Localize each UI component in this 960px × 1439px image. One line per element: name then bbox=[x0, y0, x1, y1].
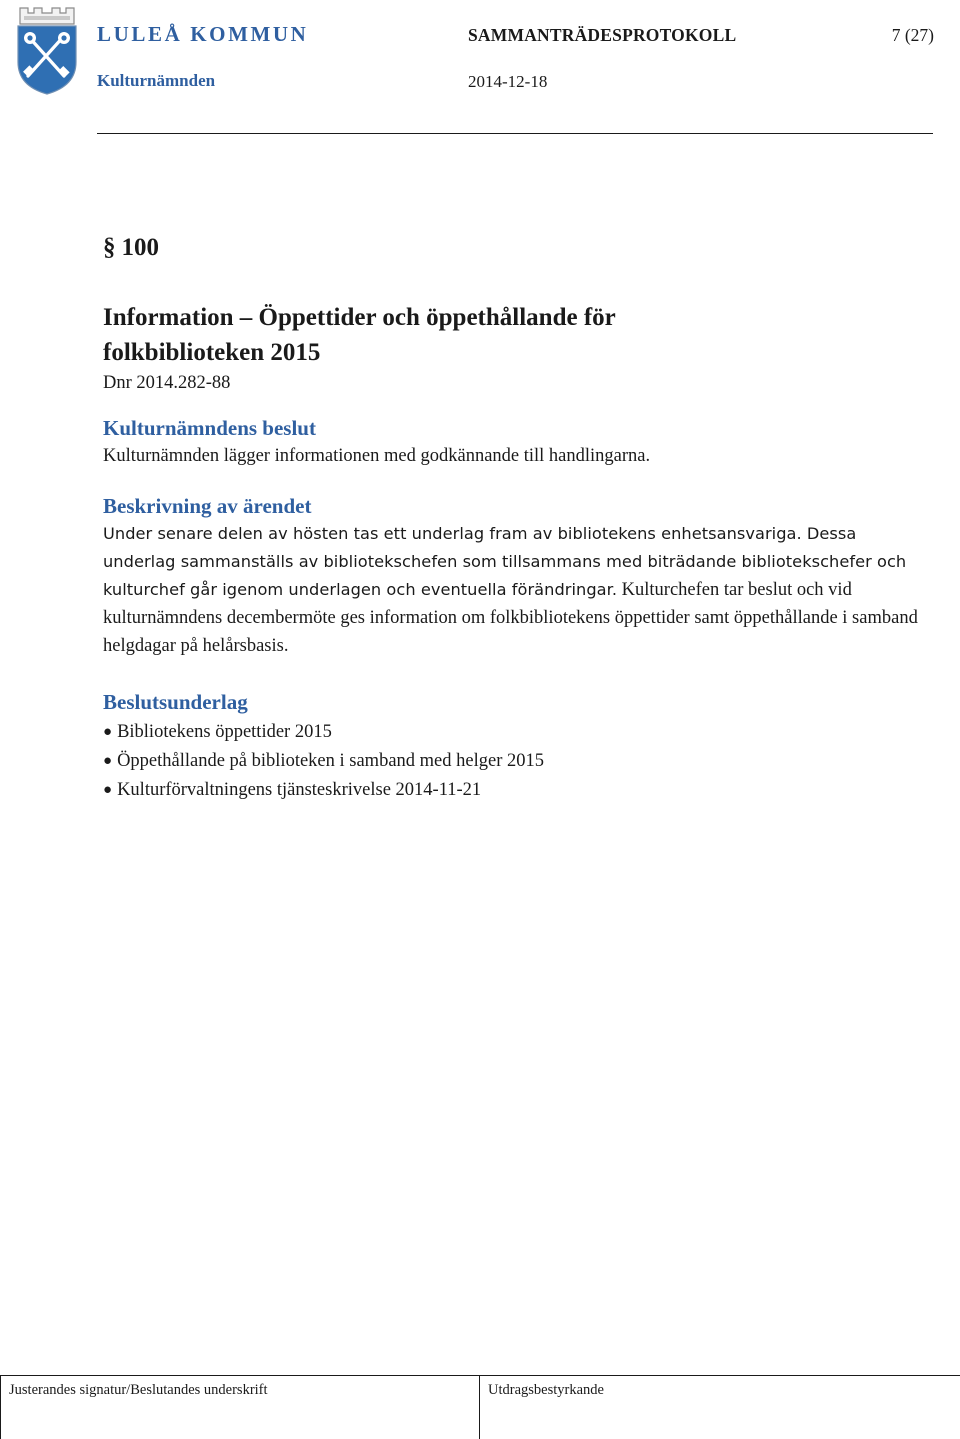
document-body bbox=[103, 230, 923, 805]
bullet-icon: ● bbox=[103, 724, 113, 740]
footer-left-border bbox=[0, 1375, 4, 1439]
bullet-icon: ● bbox=[103, 753, 113, 769]
decision-basis-heading: Beslutsunderlag bbox=[103, 690, 248, 714]
decision-text: Kulturnämnden lägger informationen med godkännande till handlingarna. bbox=[103, 446, 651, 466]
registration-number: Dnr 2014.282-88 bbox=[103, 373, 231, 393]
section-symbol: § bbox=[103, 234, 116, 261]
page-header bbox=[0, 0, 960, 140]
bullet-icon: ● bbox=[103, 782, 113, 798]
list-item: ● Öppethållande på biblioteken i samband med helger 2015 bbox=[103, 747, 923, 776]
lulea-coat-of-arms-icon bbox=[14, 4, 80, 96]
organization-name: LULEÅ KOMMUN bbox=[97, 22, 309, 46]
page-number: 7 (27) bbox=[891, 25, 934, 45]
paragraph-number-value: 100 bbox=[121, 234, 159, 261]
document-title: Information – Öppettider och öppethållande för folkbiblioteken 2015 bbox=[103, 304, 616, 366]
description-text-part-2: Kulturchefen tar beslut och vid kulturnämndens decembermöte ges information om folkbibliotekens öppettider samt öppethållande i samband helgdagar på helårsbasis. bbox=[103, 580, 918, 656]
certification-field-label: Utdragsbestyrkande bbox=[488, 1382, 604, 1398]
description-heading: Beskrivning av ärendet bbox=[103, 494, 312, 518]
footer-divider bbox=[0, 1375, 960, 1376]
description-text-part-1: Under senare delen av hösten tas ett underlag fram av bibliotekens enhetsansvariga. Dessa underlag sammanställs av bibliotekschefen som tillsammans med biträdande bibliotekschefer och kulturchef går igenom underlagen och eventuella förändringar. bbox=[103, 524, 907, 599]
header-divider bbox=[97, 133, 933, 134]
decision-heading: Kulturnämndens beslut bbox=[103, 416, 316, 440]
document-type: SAMMANTRÄDESPROTOKOLL bbox=[468, 25, 737, 45]
description-text bbox=[103, 520, 923, 660]
signature-field-label: Justerandes signatur/Beslutandes underskrift bbox=[9, 1382, 268, 1398]
department-name: Kulturnämnden bbox=[97, 71, 216, 90]
list-item: ● Bibliotekens öppettider 2015 bbox=[103, 718, 923, 747]
decision-basis-list bbox=[103, 718, 923, 805]
footer-column-divider bbox=[479, 1375, 480, 1439]
list-item: ● Kulturförvaltningens tjänsteskrivelse 2014-11-21 bbox=[103, 776, 923, 805]
meeting-date: 2014-12-18 bbox=[468, 72, 548, 91]
paragraph-number bbox=[103, 230, 923, 266]
